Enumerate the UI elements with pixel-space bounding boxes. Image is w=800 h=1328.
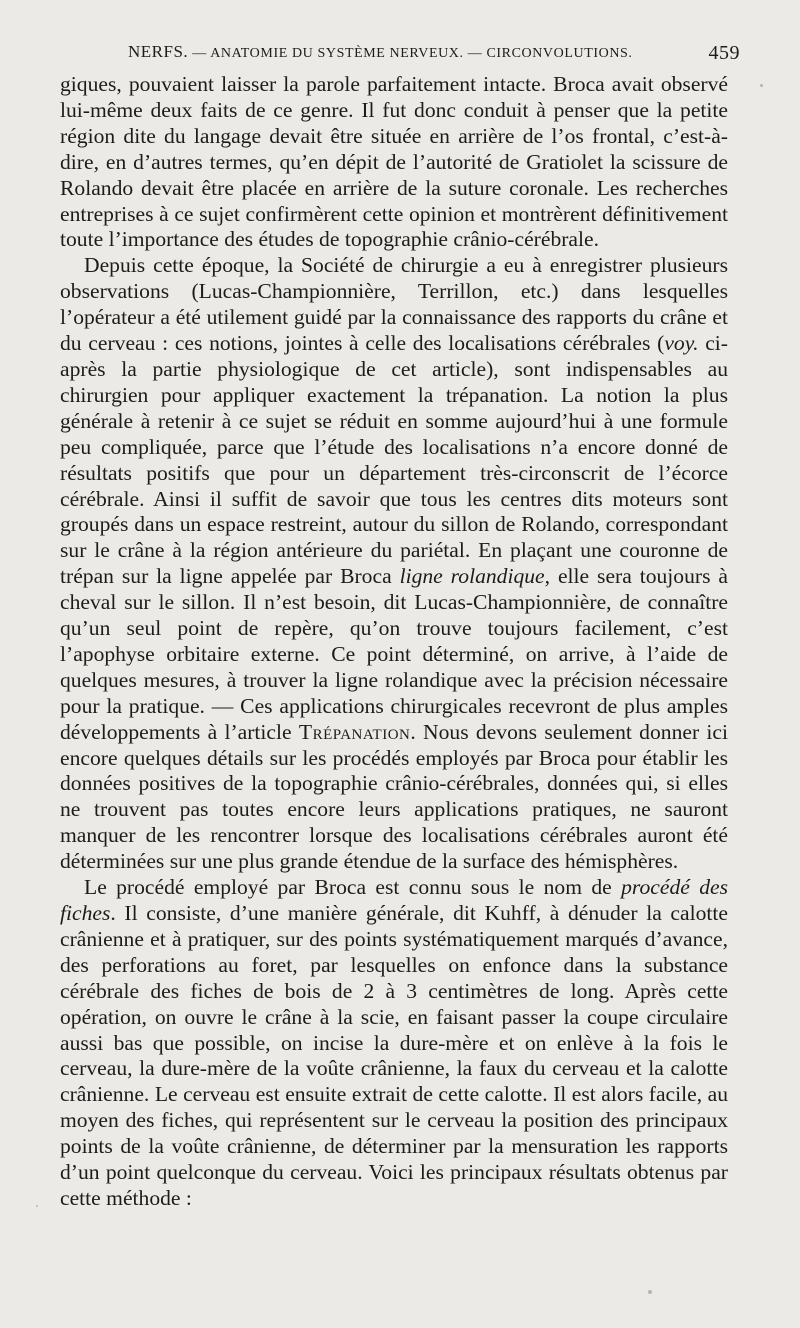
page-number: 459 [708, 42, 740, 64]
text-run: Depuis cette époque, la Société de chirurgie a eu à enregistrer plusieurs observations (Lucas-Championnière, Terrillon, etc.) dans lesquelles l’opérateur a été utilement guidé par la connaissance des rapports du crâne et du cerveau : ces notions, jointes à celle des localisations cérébrales ( [60, 253, 728, 356]
paragraph [60, 253, 728, 875]
paper-speck [36, 1205, 38, 1207]
header-part-convolutions: CIRCONVOLUTIONS. [486, 46, 633, 61]
header-separator: — [188, 46, 211, 61]
italic-term: voy. [664, 331, 699, 356]
text-run: ci-après la partie physiologique de cet article), sont indispensables au chirurgien pour appliquer exactement la trépanation. La notion la plus générale à retenir à ce sujet se réduit en somme aujourd’hui à une formule peu compliquée, parce que l’étude des localisations n’a encore donné de résultats positifs que pour un département très-circonscrit de l’écorce cérébrale. Ainsi il suffit de savoir que tous les centres dits moteurs sont groupés dans un espace restreint, autour du sillon de Rolando, correspondant sur le crâne à la région antérieure du pariétal. En plaçant une couronne de trépan sur la ligne appelée par Broca [60, 331, 728, 589]
article-reference: Trépanation [298, 719, 411, 744]
paragraph [60, 875, 728, 1212]
paper-speck [760, 84, 763, 87]
header-separator: — [463, 46, 487, 61]
header-section: NERFS. [128, 42, 189, 61]
running-title [128, 42, 633, 62]
text-run: , elle sera toujours à cheval sur le sillon. Il n’est besoin, dit Lucas-Championnière, de connaître qu’un seul point de repère, qu’on trouve toujours facilement, c’est l’apophyse orbitaire externe. Ce point déterminé, on arrive, à l’aide de quelques mesures, à trouver la ligne rolandique avec la précision nécessaire pour la pratique. — Ces applications chirurgicales recevront de plus amples développements à l’article [60, 564, 728, 744]
text-run: . Nous devons seulement donner ici encore quelques détails sur les procédés employés par Broca pour établir les données positives de la topographie crânio-cérébrales, données qui, si elles ne trouvent pas toutes encore leurs applications pratiques, ne sauront manquer de les rencontrer lorsque des localisations cérébrales auront été déterminées sur une plus grande étendue de la surface des hémisphères. [60, 719, 729, 874]
body-text [60, 72, 728, 1212]
text-run: giques, pouvaient laisser la parole parfaitement intacte. Broca avait observé lui-même deux faits de ce genre. Il fut donc conduit à penser que la petite région dite du langage devait être située en arrière de l’os frontal, c’est-à-dire, en d’autres termes, qu’en dépit de l’autorité de Gratiolet la scissure de Rolando devait être placée en arrière de la suture coronale. Les recherches entreprises à ce sujet confirmèrent cette opinion et montrèrent définitivement toute l’importance des études de topographie crânio-cérébrale. [60, 72, 728, 252]
italic-term: procédé des fiches [60, 875, 728, 925]
text-run: Le procédé employé par Broca est connu sous le nom de [84, 875, 622, 900]
italic-term: ligne rolandique [399, 564, 545, 589]
running-header [128, 42, 740, 70]
text-run: . Il consiste, d’une manière générale, dit Kuhff, à dénuder la calotte crânienne et à pratiquer, sur des points systématiquement marqués d’avance, des perforations au foret, par lesquelles on enfonce dans la substance cérébrale des fiches de bois de 2 à 3 centimètres de long. Après cette opération, on ouvre le crâne à la scie, en faisant passer la coupe circulaire aussi bas que possible, on incise la dure-mère et on enlève à la fois le cerveau, la dure-mère de la voûte crânienne, la faux du cerveau et la calotte crânienne. Le cerveau est ensuite extrait de cette calotte. Il est alors facile, au moyen des fiches, qui représentent sur le cerveau la position des principaux points de la voûte crânienne, de déterminer par la mensuration les rapports d’un point quelconque du cerveau. Voici les principaux résultats obtenus par cette méthode : [60, 901, 728, 1210]
header-part-anatomy: ANATOMIE DU SYSTÈME NERVEUX. [210, 46, 464, 61]
paper-speck [648, 1290, 652, 1294]
paragraph [60, 72, 728, 253]
